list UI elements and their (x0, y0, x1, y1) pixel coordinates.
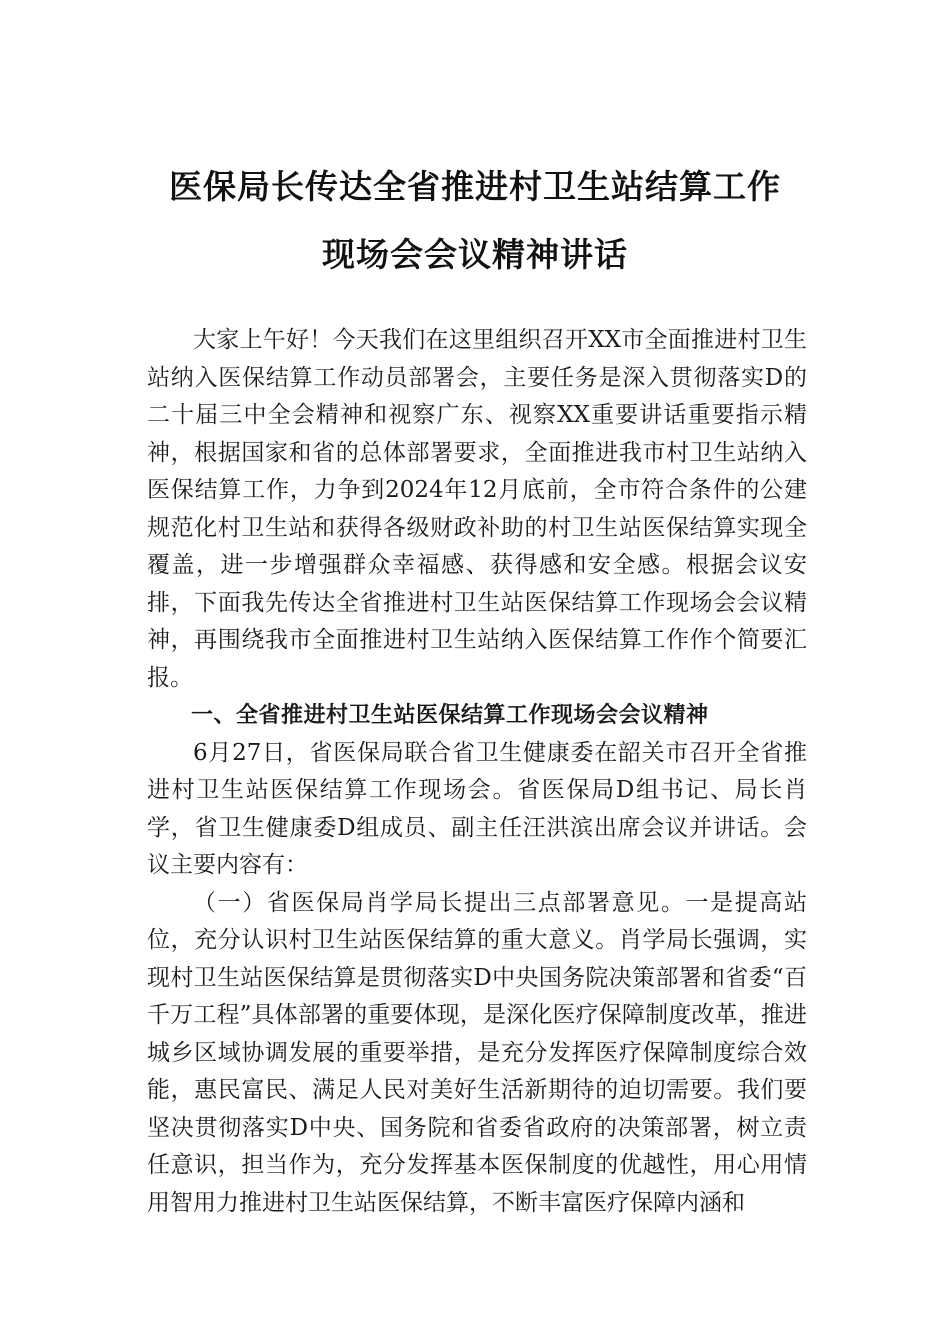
intro-paragraph: 大家上午好！今天我们在这里组织召开XX市全面推进村卫生站纳入医保结算工作动员部署会，主要任务是深入贯彻落实D的二十届三中全会精神和视察广东、视察XX重要讲话重要指示精神，根据国家和省的总体部署要求，全面推进我市村卫生站纳入医保结算工作，力争到2024年12月底前，全市符合条件的公建规范化村卫生站和获得各级财政补助的村卫生站医保结算实现全覆盖，进一步增强群众幸福感、获得感和安全感。根据会议安排，下面我先传达全省推进村卫生站医保结算工作现场会会议精神，再围绕我市全面推进村卫生站纳入医保结算工作作个简要汇报。 (147, 327, 807, 691)
document-title-line-1: 医保局长传达全省推进村卫生站结算工作 (169, 167, 781, 206)
document-title-line-2: 现场会会议精神讲话 (322, 235, 628, 274)
subsection-1-paragraph: （一）省医保局肖学局长提出三点部署意见。一是提高站位，充分认识村卫生站医保结算的重大意义。肖学局长强调，实现村卫生站医保结算是贯彻落实D中央国务院决策部署和省委“百千万工程”具体部署的重要体现，是深化医疗保障制度改革，推进城乡区域协调发展的重要举措，是充分发挥医疗保障制度综合效能，惠民富民、满足人民对美好生活新期待的迫切需要。我们要坚决贯彻落实D中央、国务院和省委省政府的决策部署，树立责任意识，担当作为，充分发挥基本医保制度的优越性，用心用情用智用力推进村卫生站医保结算，不断丰富医疗保障内涵和 (147, 889, 807, 1216)
section-heading-1: 一、全省推进村卫生站医保结算工作现场会会议精神 (191, 703, 709, 728)
meeting-summary-paragraph: 6月27日，省医保局联合省卫生健康委在韶关市召开全省推进村卫生站医保结算工作现场会。省医保局D组书记、局长肖学，省卫生健康委D组成员、副主任汪洪滨出席会议并讲话。会议主要内容有： (147, 739, 807, 878)
document-body (147, 322, 807, 1222)
